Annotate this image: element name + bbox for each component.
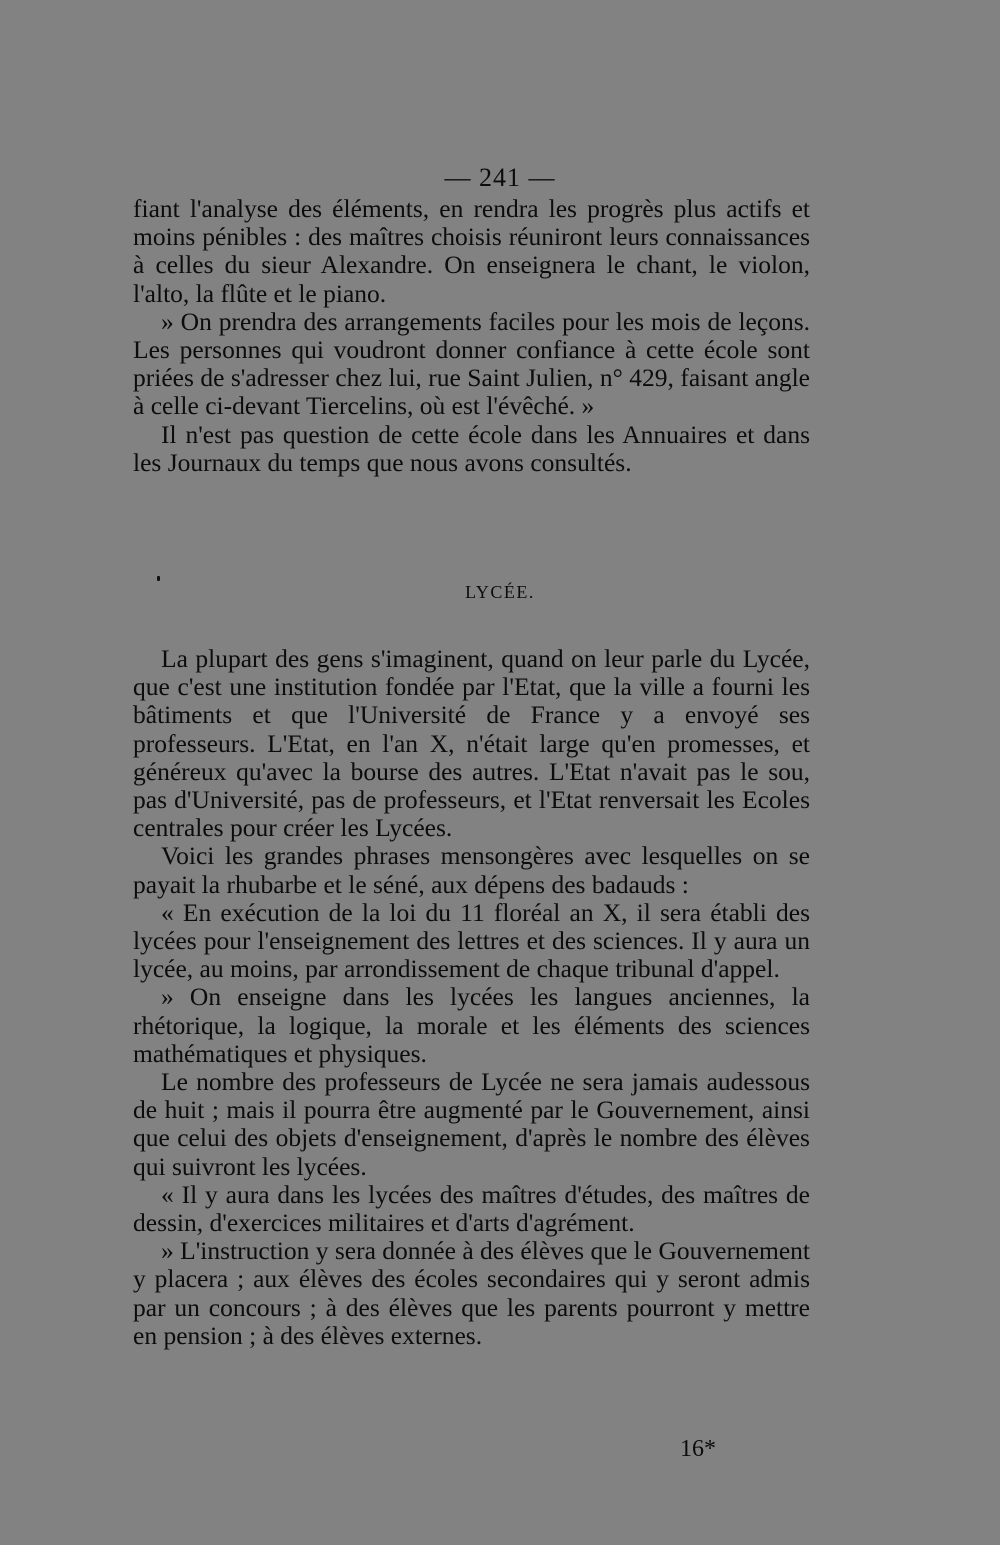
paragraph: » L'instruction y sera donnée à des élèves que le Gouvernement y placera ; aux élèves des écoles secondaires qui y seront admis par un concours ; à des élèves que les parents pourront y mettre en pension ; à des élèves externes. <box>133 1236 810 1350</box>
paragraph: fiant l'analyse des éléments, en rendra les progrès plus actifs et moins pénibles : des maîtres choisis réuniront leurs connaissances à celles du sieur Alexandre. On enseignera le chant, le violon, l'alto, la flûte et le piano. <box>133 194 810 308</box>
paragraph: « En exécution de la loi du 11 floréal an X, il sera établi des lycées pour l'enseignement des lettres et des sciences. Il y aura un lycée, au moins, par arrondissement de chaque tribunal d'appel. <box>133 897 810 984</box>
print-speck <box>157 576 160 581</box>
paragraph: Il n'est pas question de cette école dans les Annuaires et dans les Journaux du temps que nous avons consultés. <box>133 419 810 477</box>
section-heading: LYCÉE. <box>465 582 535 602</box>
signature-mark: 16* <box>680 1436 716 1462</box>
paragraph: La plupart des gens s'imaginent, quand on leur parle du Lycée, que c'est une institution fondée par l'Etat, que la ville a fourni les bâtiments et que l'Université de France y a envoyé ses professeurs. L'Etat, en l'an X, n'était large qu'en promesses, et généreux qu'avec la bourse des autres. L'Etat n'avait pas le sou, pas d'Université, pas de professeurs, et l'Etat renversait les Ecoles centrales pour créer les Lycées. <box>133 644 810 843</box>
section-2-text <box>133 645 810 1350</box>
paragraph: Le nombre des professeurs de Lycée ne sera jamais audessous de huit ; mais il pourra être augmenté par le Gouvernement, ainsi que celui des objets d'enseignement, d'après le nombre des élèves qui suivront les lycées. <box>133 1067 810 1181</box>
page-number: — 241 — <box>444 163 556 192</box>
paragraph: « Il y aura dans les lycées des maîtres d'études, des maîtres de dessin, d'exercices militaires et d'arts d'agrément. <box>133 1179 810 1238</box>
paragraph: » On enseigne dans les lycées les langues anciennes, la rhétorique, la logique, la morale et les éléments des sciences mathématiques et physiques. <box>133 982 810 1068</box>
section-1-text <box>133 195 810 477</box>
paragraph: Voici les grandes phrases mensongères avec lesquelles on se payait la rhubarbe et le séné, aux dépens des badauds : <box>133 841 810 899</box>
paragraph: » On prendra des arrangements faciles pour les mois de leçons. Les personnes qui voudront donner confiance à cette école sont priées de s'adresser chez lui, rue Saint Julien, n° 429, faisant angle à celle ci-devant Tiercelins, où est l'évêché. » <box>133 306 810 421</box>
